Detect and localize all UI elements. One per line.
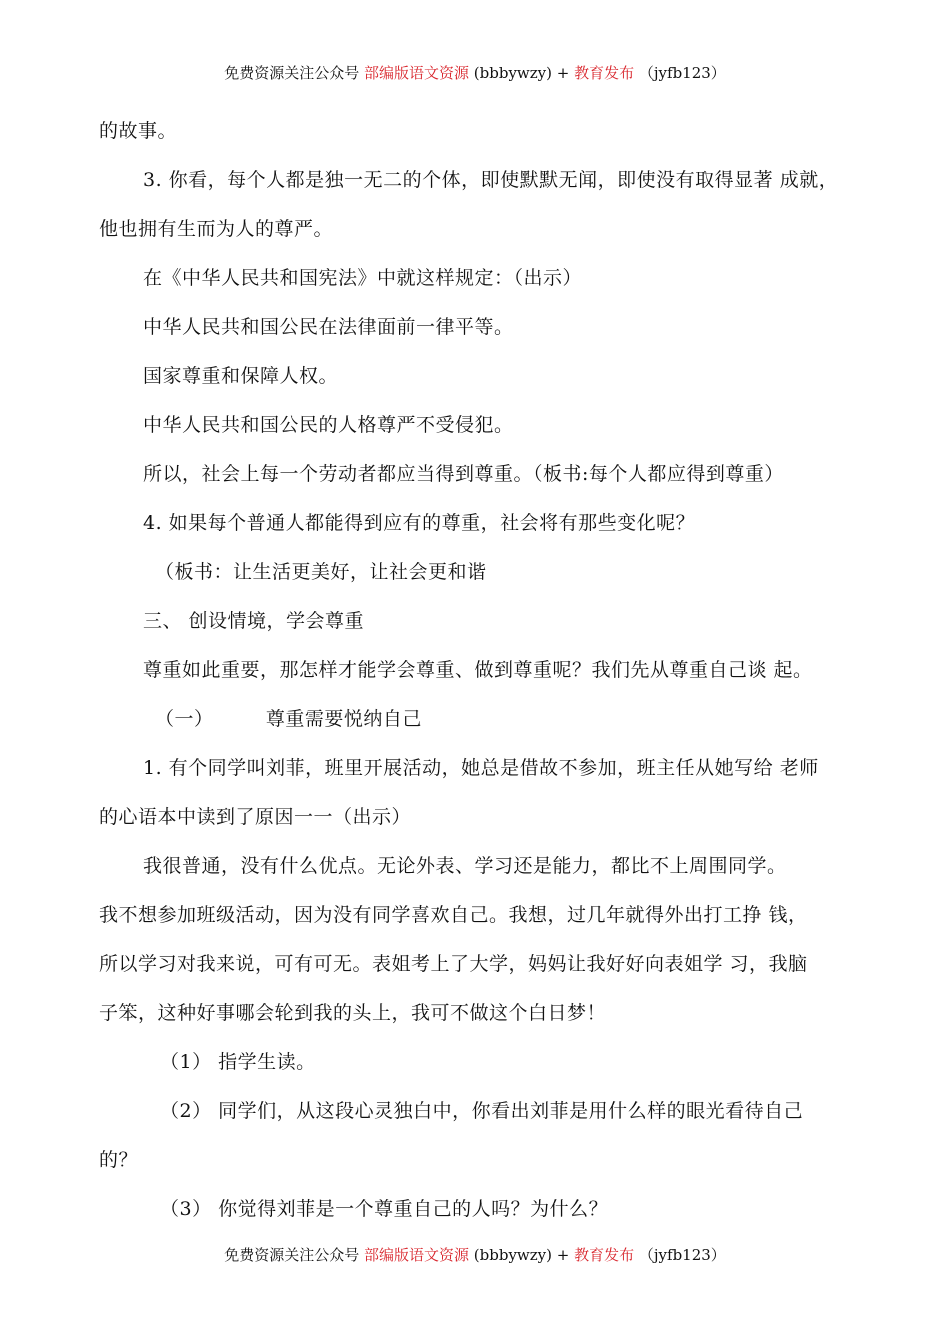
subsection-heading: （一） 尊重需要悦纳自己 [155,708,422,730]
question-item: （2） 同学们，从这段心灵独白中，你看出刘菲是用什么样的眼光看待自己 [160,1100,804,1122]
body-line: 4. 如果每个普通人都能得到应有的尊重，社会将有那些变化呢？ [143,512,696,534]
body-line: 1. 有个同学叫刘菲，班里开展活动，她总是借故不参加，班主任从她写给 老师 [143,757,819,779]
question-item: 的？ [99,1149,139,1171]
question-item: （1） 指学生读。 [160,1051,316,1073]
footer-publisher-id: （jyfb123） [638,1246,726,1264]
header-publisher: 教育发布 [574,64,635,82]
quote-line: 我很普通，没有什么优点。无论外表、学习还是能力，都比不上周围同学。 [143,855,787,877]
body-line: 在《中华人民共和国宪法》中就这样规定：（出示） [143,267,583,289]
header-publisher-id: （jyfb123） [638,64,726,82]
page-footer [0,1244,950,1265]
section-heading: 三、 创设情境，学会尊重 [143,610,365,632]
body-line: 的心语本中读到了原因一一（出示） [99,806,412,828]
quote-line: 所以学习对我来说，可有可无。表姐考上了大学，妈妈让我好好向表姐学 习，我脑 [99,953,808,975]
header-source-name: 部编版语文资源 [363,64,469,82]
quote-line: 子笨，这种好事哪会轮到我的头上，我可不做这个白日梦！ [99,1002,607,1024]
body-line: 他也拥有生而为人的尊严。 [99,218,334,240]
header-source-id: (bbbywzy) + [473,64,575,82]
footer-source-id: (bbbywzy) + [473,1246,575,1264]
body-line: 尊重如此重要，那怎样才能学会尊重、做到尊重呢？我们先从尊重自己谈 起。 [143,659,813,681]
question-item: （3） 你觉得刘菲是一个尊重自己的人吗？为什么？ [160,1198,609,1220]
body-line: 所以，社会上每一个劳动者都应当得到尊重。（板书:每个人都应得到尊重） [143,463,784,485]
footer-source-name: 部编版语文资源 [363,1246,469,1264]
body-line: 的故事。 [99,120,178,142]
body-line: 中华人民共和国公民的人格尊严不受侵犯。 [143,414,514,436]
body-line: 中华人民共和国公民在法律面前一律平等。 [143,316,514,338]
page-header [0,62,950,83]
header-prefix: 免费资源关注公众号 [224,64,360,82]
body-line: 国家尊重和保障人权。 [143,365,339,387]
body-line: 3. 你看，每个人都是独一无二的个体，即使默默无闻，即使没有取得显著 成就， [143,169,839,191]
footer-prefix: 免费资源关注公众号 [224,1246,360,1264]
footer-publisher: 教育发布 [574,1246,635,1264]
body-line: （板书：让生活更美好，让社会更和谐 [155,561,487,583]
quote-line: 我不想参加班级活动，因为没有同学喜欢自己。我想，过几年就得外出打工挣 钱， [99,904,808,926]
